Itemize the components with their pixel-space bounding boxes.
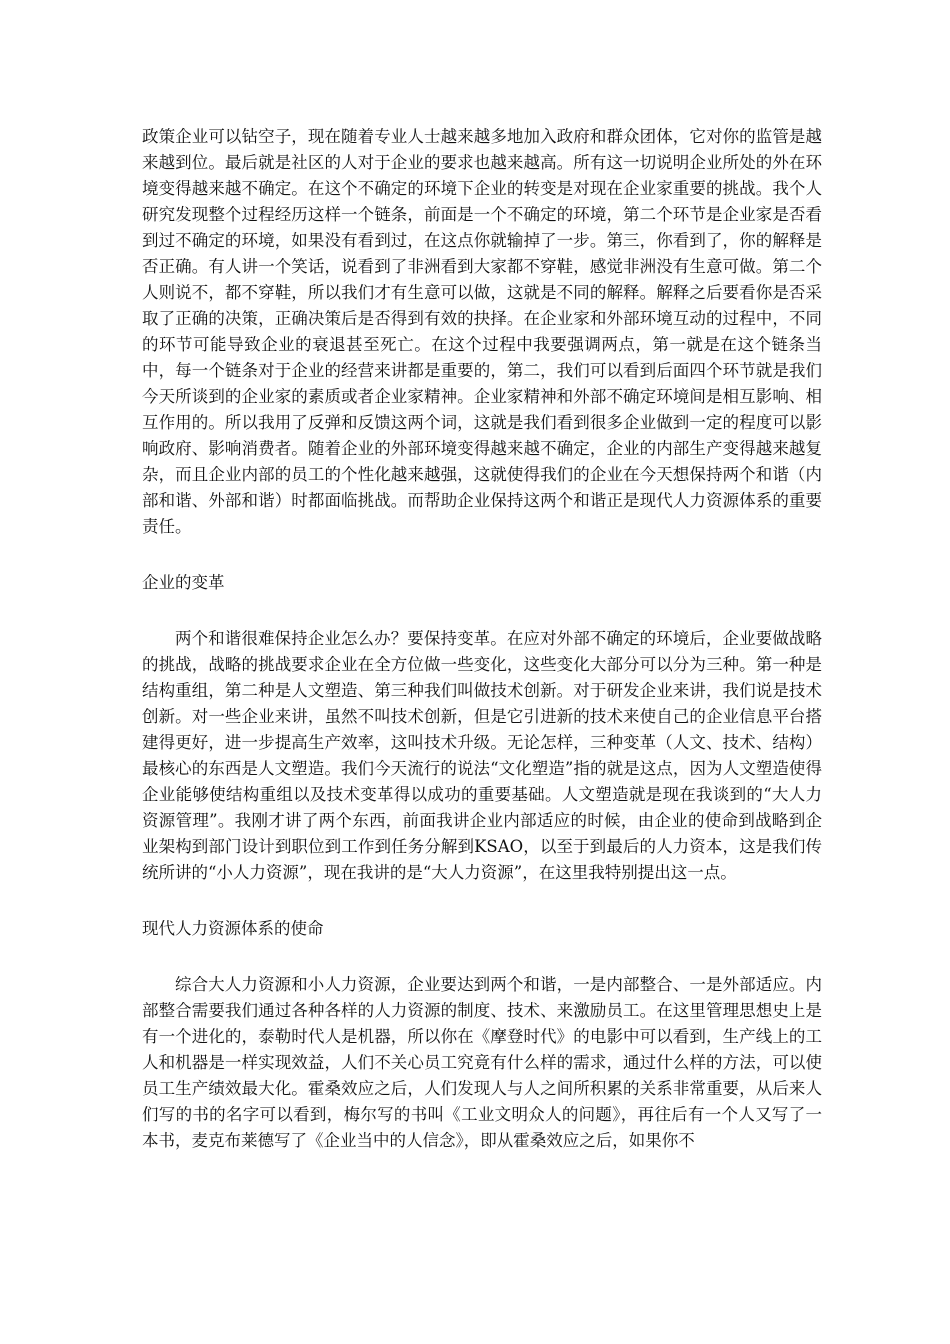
paragraph-2: 两个和谐很难保持企业怎么办？要保持变革。在应对外部不确定的环境后，企业要做战略的挑战，战略的挑战要求企业在全方位做一些变化，这些变化大部分可以分为三种。第一种是结构重组，第二种是人文塑造、第三种我们叫做技术创新。对于研发企业来讲，我们说是技术创新。对一些企业来讲，虽然不叫技术创新，但是它引进新的技术来使自己的企业信息平台搭建得更好，进一步提高生产效率，这叫技术升级。无论怎样，三种变革（人文、技术、结构）最核心的东西是人文塑造。我们今天流行的说法“文化塑造”指的就是这点，因为人文塑造使得企业能够使结构重组以及技术变革得以成功的重要基础。人文塑造就是现在我谈到的“大人力资源管理”。我刚才讲了两个东西，前面我讲企业内部适应的时候，由企业的使命到战略到企业架构到部门设计到职位到工作到任务分解到KSAO，以至于到最后的人力资本，这是我们传统所讲的“小人力资源”，现在我讲的是“大人力资源”，在这里我特别提出这一点。 xyxy=(142,629,822,882)
document-body xyxy=(142,124,822,1154)
paragraph-1: 政策企业可以钻空子，现在随着专业人士越来越多地加入政府和群众团体，它对你的监管是越来越到位。最后就是社区的人对于企业的要求也越来越高。所有这一切说明企业所处的外在环境变得越来越不确定。在这个不确定的环境下企业的转变是对现在企业家重要的挑战。我个人研究发现整个过程经历这样一个链条，前面是一个不确定的环境，第二个环节是企业家是否看到过不确定的环境，如果没有看到过，在这点你就输掉了一步。第三，你看到了，你的解释是否正确。有人讲一个笑话，说看到了非洲看到大家都不穿鞋，感觉非洲没有生意可做。第二个人则说不，都不穿鞋，所以我们才有生意可以做，这就是不同的解释。解释之后要看你是否采取了正确的决策，正确决策后是否得到有效的抉择。在企业家和外部环境互动的过程中，不同的环节可能导致企业的衰退甚至死亡。在这个过程中我要强调两点，第一就是在这个链条当中，每一个链条对于企业的经营来讲都是重要的，第二，我们可以看到后面四个环节就是我们今天所谈到的企业家的素质或者企业家精神。企业家精神和外部不确定环境间是相互影响、相互作用的。所以我用了反弹和反馈这两个词，这就是我们看到很多企业做到一定的程度可以影响政府、影响消费者。随着企业的外部环境变得越来越不确定，企业的内部生产变得越来越复杂，而且企业内部的员工的个性化越来越强，这就使得我们的企业在今天想保持两个和谐（内部和谐、外部和谐）时都面临挑战。而帮助企业保持这两个和谐正是现代人力资源体系的重要责任。 xyxy=(142,127,822,536)
section-heading-mission: 现代人力资源体系的使命 xyxy=(142,919,324,938)
section-heading-reform: 企业的变革 xyxy=(142,573,225,592)
paragraph-3: 综合大人力资源和小人力资源，企业要达到两个和谐，一是内部整合、一是外部适应。内部整合需要我们通过各种各样的人力资源的制度、技术、来激励员工。在这里管理思想史上是有一个进化的，泰勒时代人是机器，所以你在《摩登时代》的电影中可以看到，生产线上的工人和机器是一样实现效益，人们不关心员工究竟有什么样的需求，通过什么样的方法，可以使员工生产绩效最大化。霍桑效应之后，人们发现人与人之间所积累的关系非常重要，从后来人们写的书的名字可以看到，梅尔写的书叫《工业文明众人的问题》，再往后有一个人又写了一本书，麦克布莱德写了《企业当中的人信念》，即从霍桑效应之后，如果你不 xyxy=(142,975,822,1150)
